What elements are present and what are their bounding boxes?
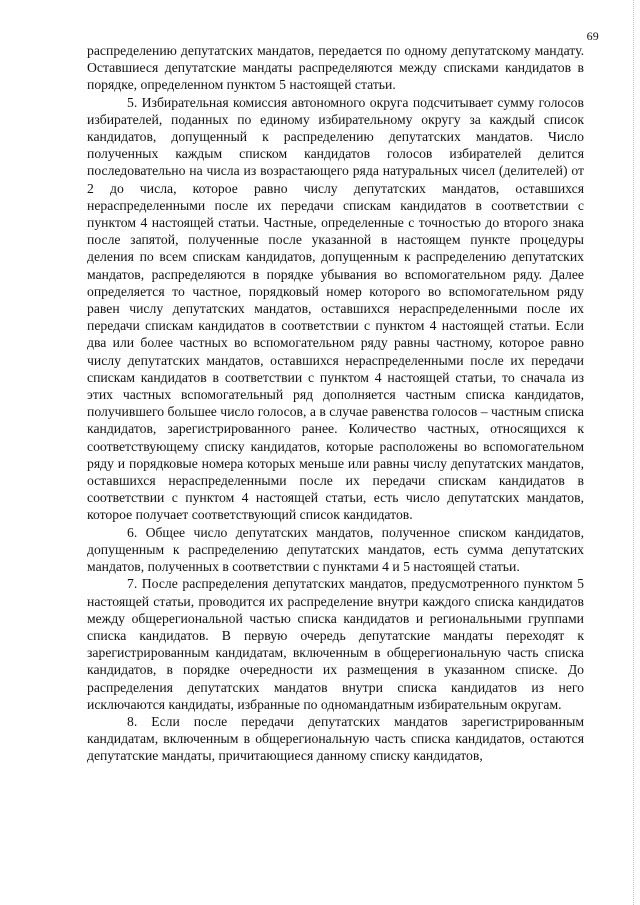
body-text — [87, 42, 584, 765]
paragraph-item-8: 8. Если после передачи депутатских мандатов зарегистрированным кандидатам, включенным в общерегиональную часть списка кандидатов, остаются депутатские мандаты, причитающиеся данному списку кандидатов, — [87, 713, 584, 764]
page-number: 69 — [586, 29, 599, 43]
scan-edge-line — [632, 0, 634, 905]
paragraph-item-7: 7. После распределения депутатских мандатов, предусмотренного пунктом 5 настоящей статьи, проводится их распределение внутри каждого списка кандидатов между общерегиональной частью списка кандидатов и региональными группами списка кандидатов. В первую очередь депутатские мандаты переходят к зарегистрированным кандидатам, включенным в общерегиональную часть списка кандидатов, в порядке очередности их размещения в указанном списке. До распределения депутатских мандатов внутри списка кандидатов из него исключаются кандидаты, избранные по одномандатным избирательным округам. — [87, 576, 584, 712]
paragraph-item-5: 5. Избирательная комиссия автономного округа подсчитывает сумму голосов избирателей, поданных по единому избирательному округу за каждый список кандидатов, допущенный к распределению депутатских мандатов. Число полученных каждым списком кандидатов голосов избирателей делится последовательно на числа из возрастающего ряда натуральных чисел (делителей) от 2 до числа, которое равно числу депутатских мандатов, оставшихся нераспределенными после их передачи спискам кандидатов в соответствии с пунктом 4 настоящей статьи. Частные, определенные с точностью до второго знака после запятой, полученные после указанной в настоящем пункте процедуры деления по всем спискам кандидатов, допущенным к распределению депутатских мандатов, распределяются в порядке убывания во вспомогательном ряду. Далее определяется то частное, порядковый номер которого во вспомогательном ряду равен числу депутатских мандатов, оставшихся нераспределенными после их передачи спискам кандидатов в соответствии с пунктом 4 настоящей статьи. Если два или более частных во вспомогательном ряду равны частному, которое равно числу депутатских мандатов, оставшихся нераспределенными после их передачи спискам кандидатов в соответствии с пунктом 4 настоящей статьи, то сначала из этих частных вспомогательный ряд дополняется частным списка кандидатов, получившего большее число голосов, а в случае равенства голосов – частным списка кандидатов, зарегистрированного ранее. Количество частных, относящихся к соответствующему списку кандидатов, которые расположены во вспомогательном ряду и порядковые номера которых меньше или равны числу депутатских мандатов, оставшихся нераспределенными после их передачи спискам кандидатов в соответствии с пунктом 4 настоящей статьи, есть число депутатских мандатов, которое получает соответствующий список кандидатов. — [87, 94, 584, 523]
paragraph-item-6: 6. Общее число депутатских мандатов, полученное списком кандидатов, допущенным к распределению депутатских мандатов, есть сумма депутатских мандатов, полученных в соответствии с пунктами 4 и 5 настоящей статьи. — [87, 524, 584, 575]
paragraph-continuation: распределению депутатских мандатов, передается по одному депутатскому мандату. Оставшиеся депутатские мандаты распределяются между списками кандидатов в порядке, определенном пунктом 5 настоящей статьи. — [87, 43, 584, 93]
